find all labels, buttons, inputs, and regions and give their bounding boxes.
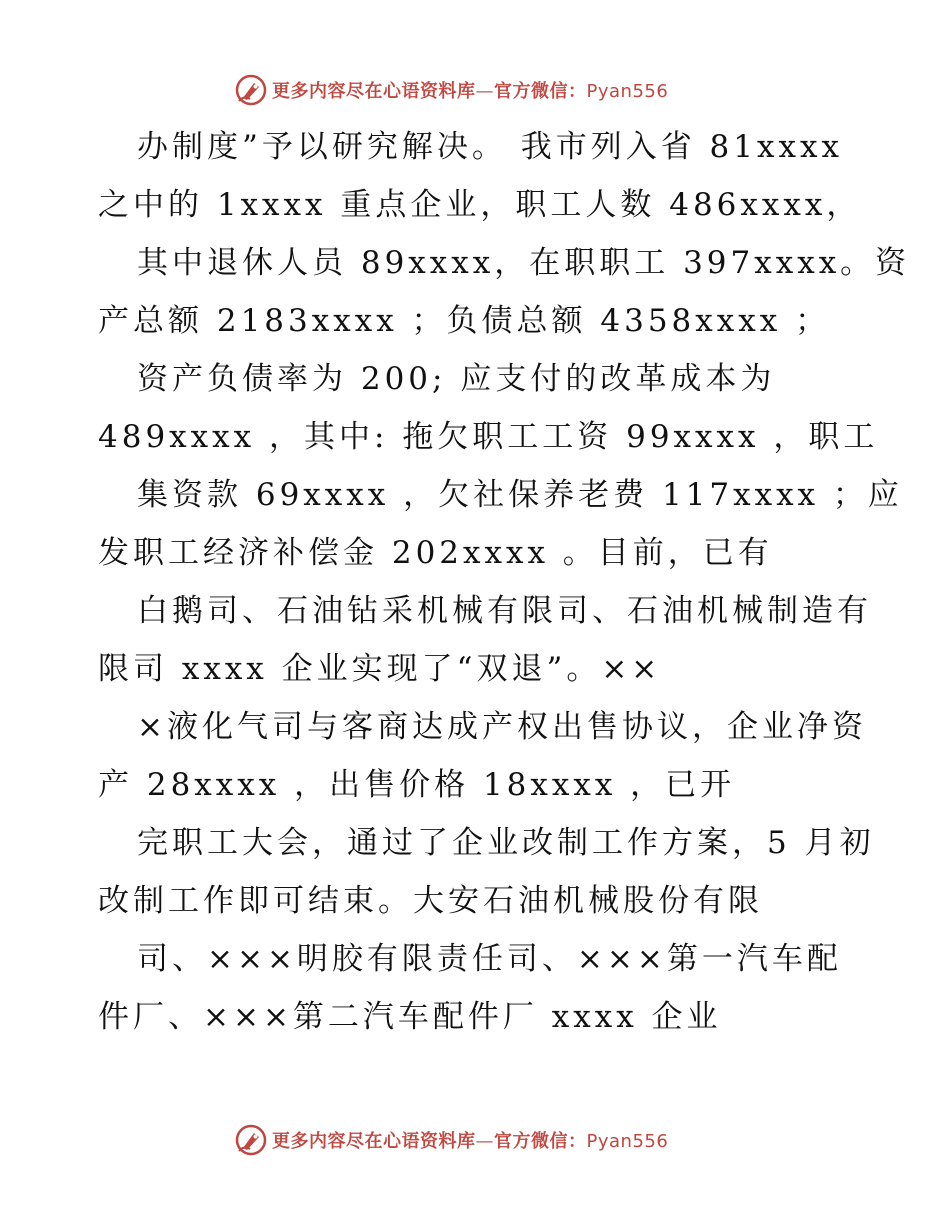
watermark-separator: — <box>475 1131 494 1152</box>
watermark-header <box>234 72 668 108</box>
watermark-title: 更多内容尽在心语资料库 <box>272 81 476 102</box>
watermark-text <box>272 1127 668 1153</box>
watermark-footer <box>234 1122 668 1158</box>
text-line: 其中退休人员 89xxxx，在职职工 397xxxx。资 <box>137 245 911 281</box>
watermark-wechat-label: 官方微信： <box>494 1131 587 1152</box>
pen-nib-logo-icon <box>234 1123 268 1157</box>
text-line: 发职工经济补偿金 202xxxx 。目前，已有 <box>98 535 773 571</box>
watermark-text <box>272 77 668 103</box>
text-line: 完职工大会，通过了企业改制工作方案，5 月初 <box>137 825 875 861</box>
text-line: 司、×××明胶有限责任司、×××第一汽车配 <box>137 941 842 977</box>
text-line: 之中的 1xxxx 重点企业，职工人数 486xxxx， <box>98 187 862 223</box>
text-line: ×液化气司与客商达成产权出售协议，企业净资 <box>137 709 867 745</box>
watermark-wechat-label: 官方微信： <box>494 81 587 102</box>
text-line: 限司 xxxx 企业实现了“双退”。×× <box>98 651 662 687</box>
text-line: 资产负债率为 200; 应支付的改革成本为 <box>137 361 776 397</box>
text-line: 改制工作即可结束。大安石油机械股份有限 <box>98 883 763 919</box>
text-line: 件厂、×××第二汽车配件厂 xxxx 企业 <box>98 999 722 1035</box>
pen-nib-logo-icon <box>234 73 268 107</box>
watermark-separator: — <box>475 81 494 102</box>
watermark-title: 更多内容尽在心语资料库 <box>272 1131 476 1152</box>
watermark-wechat-id: Pyan556 <box>586 81 669 102</box>
text-line: 集资款 69xxxx ，欠社保养老费 117xxxx ；应 <box>137 477 903 513</box>
text-line: 产 28xxxx ，出售价格 18xxxx ，已开 <box>98 767 736 803</box>
text-line: 产总额 2183xxxx ；负债总额 4358xxxx ； <box>98 303 831 339</box>
text-line: 489xxxx ，其中: 拖欠职工工资 99xxxx ，职工 <box>98 419 879 455</box>
text-line: 办制度”予以研究解决。 我市列入省 81xxxx <box>137 129 843 165</box>
watermark-wechat-id: Pyan556 <box>586 1131 669 1152</box>
text-line: 白鹅司、石油钻采机械有限司、石油机械制造有 <box>137 593 872 629</box>
